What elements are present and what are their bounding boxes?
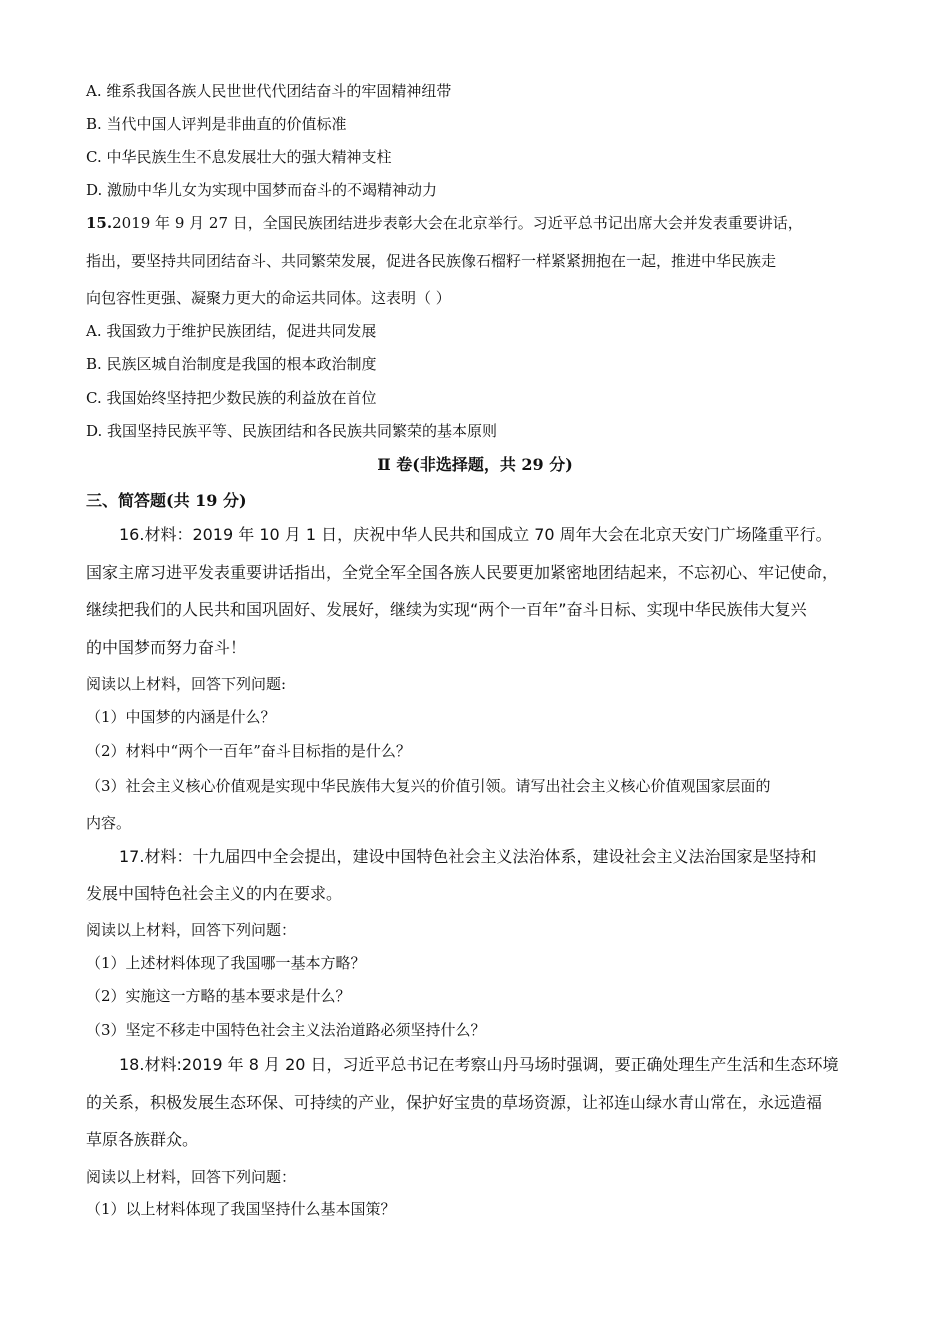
- q15-number: 15.: [86, 214, 113, 232]
- q16-material-1: 16.材料：2019 年 10 月 1 日，庆祝中华人民共和国成立 70 周年大会在北京天安门广场隆重平行。: [119, 525, 832, 544]
- q18-prompt: 阅读以上材料，回答下列问题：: [86, 1168, 297, 1186]
- q14-option-a: A. 维系我国各族人民世世代代团结奋斗的牢固精神纽带: [86, 82, 452, 100]
- q18-material-1: 18.材料:2019 年 8 月 20 日，习近平总书记在考察山丹马场时强调，要正确处理生产生活和生态环境: [119, 1055, 839, 1074]
- q17-question-1: （1）上述材料体现了我国哪一基本方略？: [86, 954, 366, 972]
- q14-option-d: D. 激励中华儿女为实现中国梦而奋斗的不竭精神动力: [86, 181, 438, 199]
- q17-question-2: （2）实施这一方略的基本要求是什么？: [86, 987, 351, 1005]
- q17-prompt: 阅读以上材料，回答下列问题：: [86, 921, 297, 939]
- q15-line-1: 15.2019 年 9 月 27 日，全国民族团结进步表彰大会在北京举行。习近平总书记出席大会并发表重要讲话，: [86, 214, 803, 232]
- q16-question-2: （2）材料中“两个一百年”奋斗目标指的是什么？: [86, 742, 411, 760]
- section3-title: 三、简答题(共 19 分): [86, 491, 247, 510]
- q16-question-3-cont: 内容。: [86, 814, 132, 832]
- q16-material-3: 继续把我们的人民共和国巩固好、发展好，继续为实现“两个一百年”奋斗日标、实现中华民族伟大复兴: [86, 600, 807, 619]
- q15-option-a: A. 我国致力于维护民族团结，促进共同发展: [86, 322, 377, 340]
- q16-question-3: （3）社会主义核心价值观是实现中华民族伟大复兴的价值引领。请写出社会主义核心价值观国家层面的: [86, 777, 771, 795]
- q16-question-1: （1）中国梦的内涵是什么？: [86, 708, 276, 726]
- q16-material-4: 的中国梦而努力奋斗！: [86, 638, 247, 657]
- q14-option-c: C. 中华民族生生不息发展壮大的强大精神支柱: [86, 148, 392, 166]
- q18-material-2: 的关系，积极发展生态环保、可持续的产业，保护好宝贵的草场资源，让祁连山绿水青山常在，永远造福: [86, 1093, 823, 1112]
- q14-option-b: B. 当代中国人评判是非曲直的价值标准: [86, 115, 347, 133]
- part2-title: Ⅱ 卷(非选择题，共 29 分): [377, 455, 573, 474]
- q17-material-2: 发展中国特色社会主义的内在要求。: [86, 884, 343, 903]
- q18-material-3: 草原各族群众。: [86, 1130, 199, 1149]
- q18-question-1: （1）以上材料体现了我国坚持什么基本国策？: [86, 1200, 396, 1218]
- q17-question-3: （3）坚定不移走中国特色社会主义法治道路必须坚持什么？: [86, 1021, 486, 1039]
- q15-option-c: C. 我国始终坚持把少数民族的利益放在首位: [86, 389, 377, 407]
- q17-material-1: 17.材料：十九届四中全会提出，建设中国特色社会主义法治体系，建设社会主义法治国家是坚持和: [119, 847, 817, 866]
- q16-prompt: 阅读以上材料，回答下列问题:: [86, 675, 287, 693]
- q15-line-2: 指出，要坚持共同团结奋斗、共同繁荣发展，促进各民族像石榴籽一样紧紧拥抱在一起，推进中华民族走: [86, 252, 777, 270]
- q15-option-d: D. 我国坚持民族平等、民族团结和各民族共同繁荣的基本原则: [86, 422, 498, 440]
- q15-option-b: B. 民族区城自治制度是我国的根本政治制度: [86, 355, 377, 373]
- q15-line-3: 向包容性更强、凝聚力更大的命运共同体。这表明（ ）: [86, 289, 451, 307]
- q16-material-2: 国家主席习进平发表重要讲话指出，全党全军全国各族人民要更加紧密地团结起来，不忘初心、牢记使命，: [86, 563, 839, 582]
